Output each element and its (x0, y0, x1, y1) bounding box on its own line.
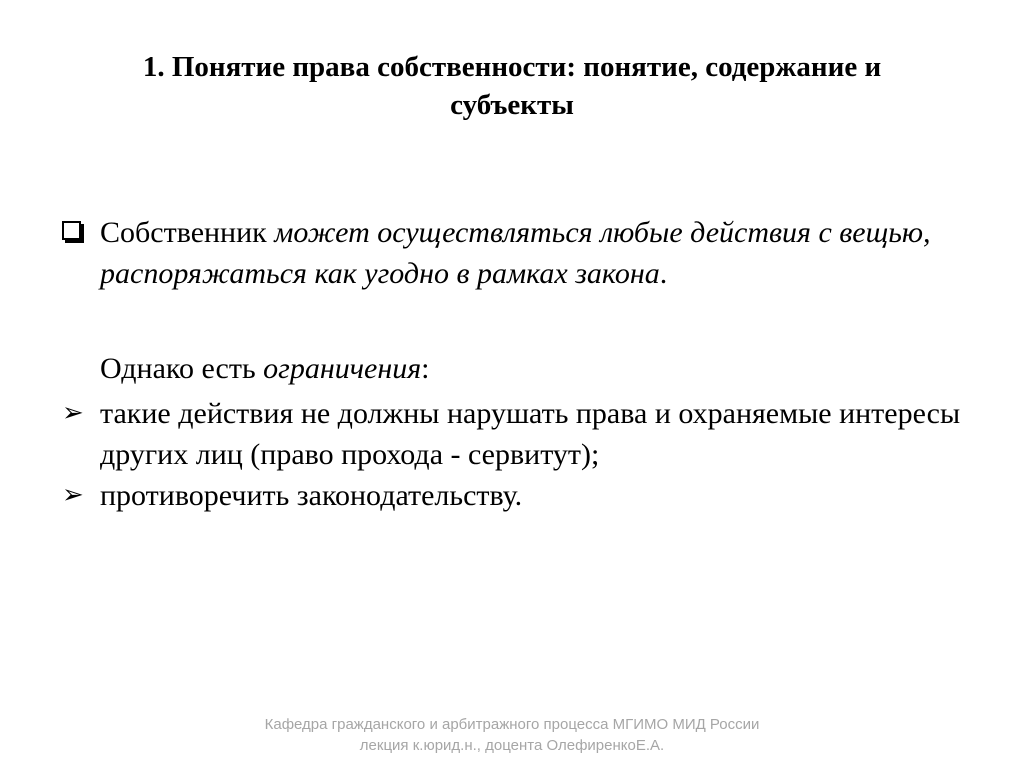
footer-line-1: Кафедра гражданского и арбитражного процесса МГИМО МИД России (264, 716, 760, 733)
footer-line-2: лекция к.юрид.н., доцента ОлефиренкоЕ.А. (359, 737, 665, 754)
slide-body (62, 212, 962, 516)
arrow-bullet-icon: ➢ (62, 398, 84, 428)
owner-rights-paragraph (62, 212, 962, 294)
limitation-item (62, 475, 962, 516)
limitations-intro (62, 348, 962, 389)
slide-footer (0, 714, 1024, 756)
slide-title-line-2: субъекты (450, 89, 574, 121)
slide-title-line-1: 1. Понятие права собственности: понятие, содержание и (142, 51, 882, 83)
slide-title (40, 48, 984, 124)
limitation-item-text: противоречить законодательству. (100, 479, 523, 512)
limitation-item (62, 393, 962, 475)
limitations-intro-end: : (421, 352, 430, 385)
checkbox-bullet-icon (62, 212, 92, 253)
limitations-intro-italic: ограничения (263, 352, 422, 385)
limitations-intro-start: Однако есть (100, 352, 264, 385)
limitation-item-text: такие действия не должны нарушать права и охраняемые интересы других лиц (право прохода - сервитут); (100, 397, 961, 471)
arrow-bullet-icon: ➢ (62, 480, 84, 510)
owner-rights-text-end: . (659, 257, 668, 290)
owner-rights-text-italic: может осуществляться любые действия с вещью, распоряжаться как угодно в рамках закона (100, 216, 931, 290)
owner-rights-text-start: Собственник (100, 216, 275, 249)
